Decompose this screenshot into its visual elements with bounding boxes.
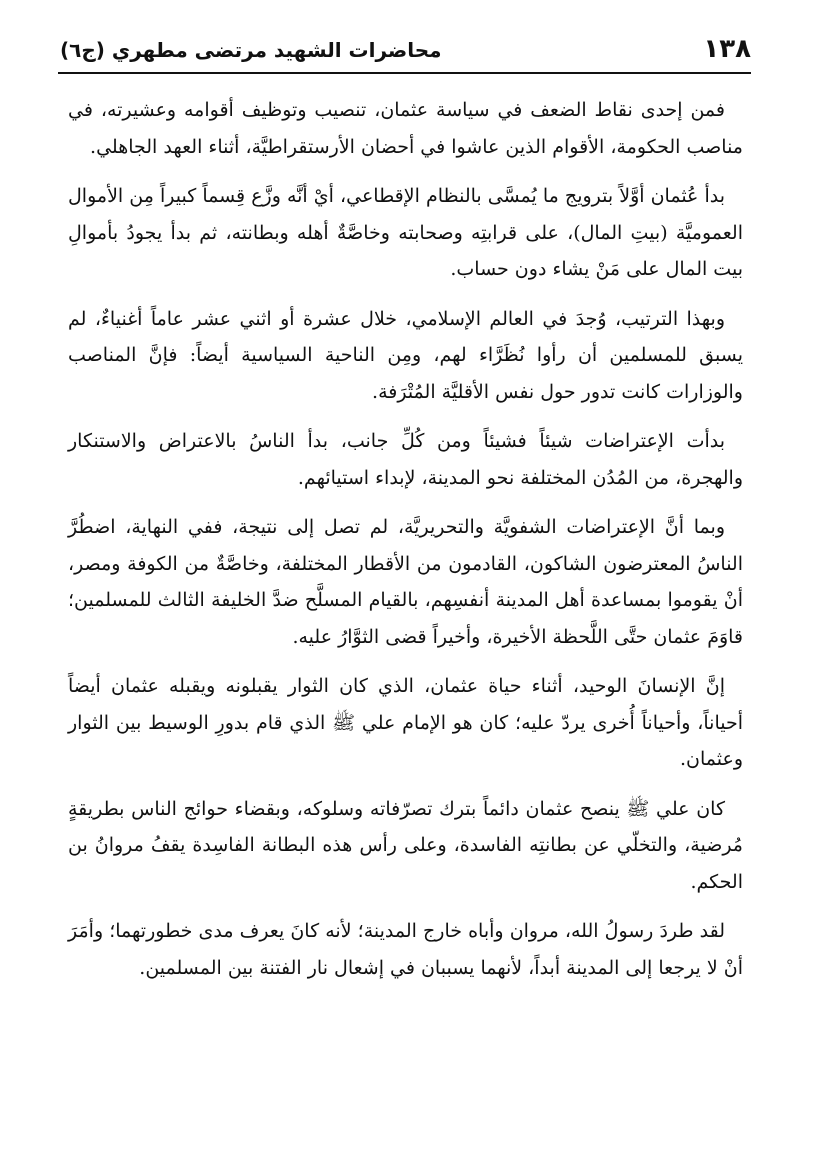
- paragraph-2: بدأ عُثمان أوَّلاً بترويج ما يُمسَّى بالنظام الإقطاعي، أيْ أنَّه وزَّع قِسماً كبيراً مِن الأموال العموميَّة (بيتِ المال)، على قرابتِه وصحابته وخاصَّةٌ أهله وبطانته، ثم بدأ يجودُ بأموالِ بيت المال على مَنْ يشاء دون حساب.: [68, 185, 743, 280]
- paragraph-7: كان علي ﷺ ينصح عثمان دائماً بترك تصرّفاته وسلوكه، وبقضاء حوائج الناس بطريقةٍ مُرضية، والتخلّي عن بطانتِه الفاسدة، وعلى رأس هذه البطانة الفاسِدة يقفُ مروانُ بن الحكم.: [68, 797, 743, 893]
- paragraph-1: فمن إحدى نقاط الضعف في سياسة عثمان، تنصيب وتوظيف أقوامه وعشيرته، في مناصب الحكومة، الأقوام الذين عاشوا في أحضان الأرستقراطيَّة، أثناء العهد الجاهلي.: [68, 99, 743, 158]
- paragraph-3: وبهذا الترتيب، وُجدَ في العالم الإسلامي، خلال عشرة أو اثني عشر عاماً أغنياءٌ، لم يسبق للمسلمين أن رأوا نُظَرَّاء لهم، ومِن الناحية السياسية أيضاً: فإنَّ المناصب والوزارات كانت تدور حول نفس الأقليَّة المُتْرَفة.: [68, 307, 743, 403]
- header-rule: [58, 72, 751, 74]
- page-number: ١٣٨: [703, 34, 751, 64]
- paragraph-4: بدأت الإعتراضات شيئاً فشيئاً ومن كُلِّ جانب، بدأ الناسُ بالاعتراض والاستنكار والهجرة، من المُدُن المختلفة نحو المدينة، لإبداء استيائهم.: [68, 430, 743, 489]
- running-title: محاضرات الشهيد مرتضى مطهري (ج٦): [60, 38, 442, 62]
- paragraph-6: إنَّ الإنسانَ الوحيد، أثناء حياة عثمان، الذي كان الثوار يقبلونه ويقبله عثمان أيضاً أحياناً، وأحياناً أُخرى يردّ عليه؛ كان هو الإمام علي ﷺ الذي قام بدورِ الوسيط بين الثوار وعثمان.: [68, 675, 743, 770]
- paragraph-8: لقد طردَ رسولُ الله، مروان وأباه خارج المدينة؛ لأنه كانَ يعرف مدى خطورتهما؛ وأمَرَ أنْ لا يرجعا إلى المدينة أبداً، لأنهما يسببان في إشعال نار الفتنة بين المسلمين.: [68, 920, 743, 979]
- page-header: [60, 34, 751, 74]
- body-text: [68, 92, 743, 999]
- paragraph-5: وبما أنَّ الإعتراضات الشفويَّة والتحريريَّة، لم تصل إلى نتيجة، ففي النهاية، اضطُرَّ الناسُ المعترضون الشاكون، القادمون من الأقطار المختلفة، وخاصَّةٌ من الكوفة ومصر، أنْ يقوموا بمساعدة أهل المدينة أنفسِهم، بالقيام المسلَّح ضدَّ الخليفة الثالث للمسلمين؛ قاوَمَ عثمان حتَّى اللَّحظة الأخيرة، وأخيراً قضى الثوَّارُ عليه.: [68, 516, 743, 648]
